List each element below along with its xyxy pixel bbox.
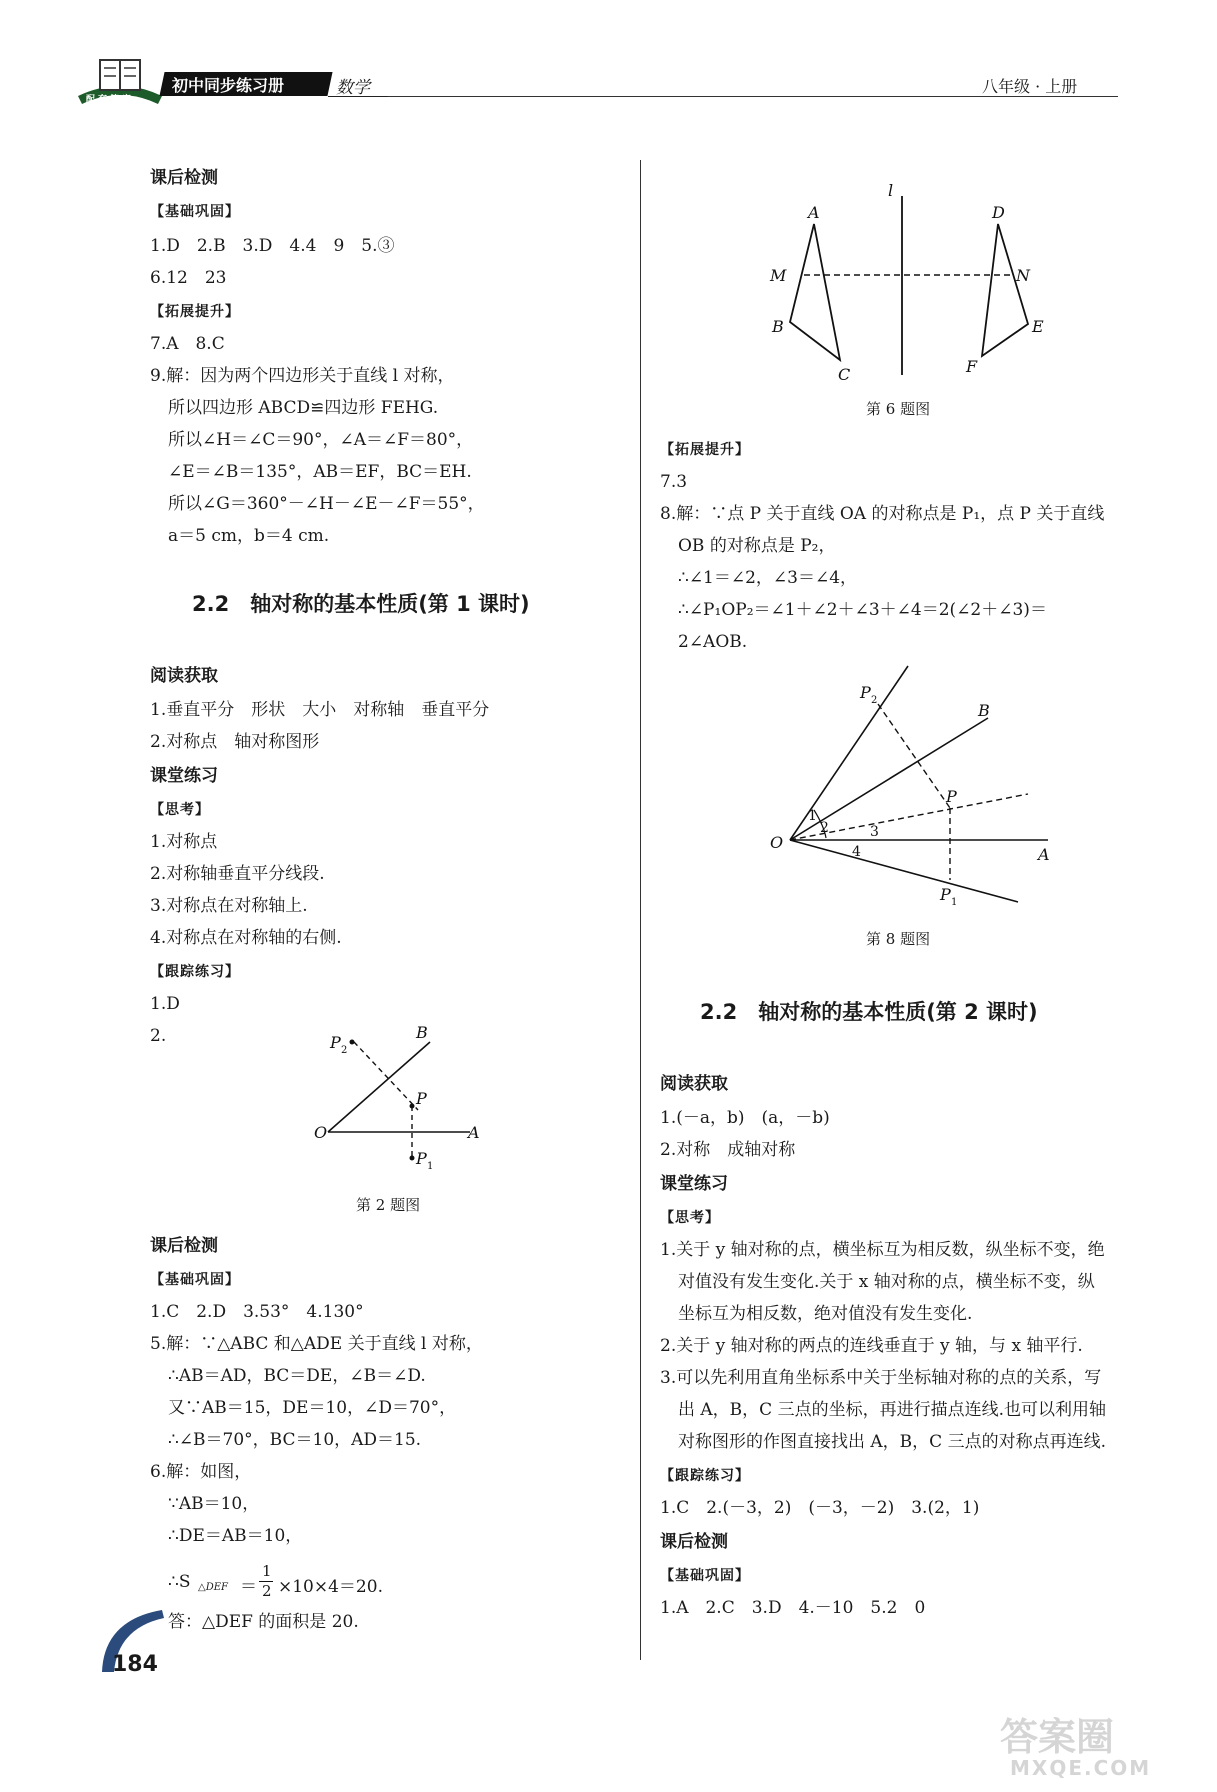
section-head: 课堂练习 [150, 766, 218, 786]
section-tag: 【基础巩固】 [150, 1272, 240, 1288]
answer-line: 对值没有发生变化.关于 x 轴对称的点，横坐标不变，纵 [678, 1272, 1095, 1292]
figure-8-diagram [760, 660, 1080, 920]
answer-line: 2∠AOB. [678, 632, 748, 652]
ray-op1 [790, 840, 1018, 902]
section-tag: 【基础巩固】 [150, 204, 240, 220]
answer-line: 坐标互为相反数，绝对值没有发生变化. [678, 1304, 973, 1324]
section-tag: 【基础巩固】 [660, 1568, 750, 1584]
answer-line: 9.解：因为两个四边形关于直线 l 对称， [150, 366, 455, 386]
answer-line: a＝5 cm，b＝4 cm. [168, 526, 330, 546]
header-rule [328, 96, 388, 97]
answer-line: 出 A，B，C 三点的坐标，再进行描点连线.也可以利用轴 [678, 1400, 1106, 1420]
watermark-url: MXQE.COM [1010, 1756, 1152, 1780]
label-p2-sub: 2 [341, 1045, 348, 1056]
label-p1: P [940, 885, 951, 904]
answer-line: 2. [150, 1026, 167, 1046]
section-tag: 【跟踪练习】 [150, 964, 240, 980]
angle-1: 1 [808, 808, 817, 824]
answer-line: 对称图形的作图直接找出 A，B，C 三点的对称点再连线. [678, 1432, 1106, 1452]
section-head: 课后检测 [660, 1532, 728, 1552]
formula-sub: △DEF [198, 1582, 228, 1593]
answer-line: ∴∠1＝∠2，∠3＝∠4， [678, 568, 858, 588]
figure-6-diagram [760, 180, 1080, 395]
label-o: O [314, 1123, 328, 1142]
answer-line: OB 的对称点是 P₂， [678, 536, 836, 556]
formula-eq: ＝ [240, 1577, 257, 1597]
section-tag: 【拓展提升】 [150, 304, 240, 320]
answer-line: 8.解：∵点 P 关于直线 OA 的对称点是 P₁，点 P 关于直线 [660, 504, 1105, 524]
label-d: D [992, 203, 1005, 222]
formula-num: 1 [262, 1562, 272, 1580]
label-l: l [888, 181, 894, 200]
label-n: N [1016, 266, 1030, 285]
formula-den: 2 [262, 1582, 272, 1600]
section-head: 阅读获取 [660, 1074, 728, 1094]
label-b: B [978, 701, 990, 720]
answer-line: 1.C 2.D 3.53° 4.130° [150, 1302, 364, 1322]
angle-2: 2 [820, 820, 829, 836]
label-b: B [416, 1023, 428, 1042]
answer-line: 2.对称点 轴对称图形 [150, 732, 320, 752]
watermark-main: 答案圈 [1000, 1715, 1115, 1759]
answer-line: 所以四边形 ABCD≌四边形 FEHG. [168, 398, 439, 418]
answer-line: 1.对称点 [150, 832, 218, 852]
answer-line: 7.3 [660, 472, 688, 492]
label-p2: P [330, 1033, 341, 1052]
answer-line: 3.可以先利用直角坐标系中关于坐标轴对称的点的关系，写 [660, 1368, 1102, 1388]
series-title: 初中同步练习册 [172, 76, 285, 95]
answer-line: 2.对称 成轴对称 [660, 1140, 796, 1160]
answer-line: ∴∠P₁OP₂＝∠1＋∠2＋∠3＋∠4＝2(∠2＋∠3)＝ [678, 600, 1047, 620]
label-m: M [770, 266, 787, 285]
section-head: 阅读获取 [150, 666, 218, 686]
formula-pre: ∴S [168, 1572, 191, 1592]
answer-line: 答：△DEF 的面积是 20. [168, 1612, 359, 1632]
label-p: P [946, 787, 957, 806]
answer-line: ∴AB＝AD，BC＝DE，∠B＝∠D. [168, 1366, 426, 1386]
lesson-title: 2.2 轴对称的基本性质(第 1 课时) [192, 592, 530, 616]
answer-line: 1.D [150, 994, 180, 1014]
label-b: B [772, 317, 784, 336]
figure-2-diagram [314, 1020, 500, 1180]
formula-post: ×10×4＝20. [278, 1577, 383, 1597]
page-number: 184 [112, 1652, 158, 1677]
answer-line: ∴DE＝AB＝10， [168, 1526, 303, 1546]
answer-line: 4.对称点在对称轴的右侧. [150, 928, 342, 948]
label-a: A [808, 203, 820, 222]
answer-line: ∴∠B＝70°，BC＝10，AD＝15. [168, 1430, 422, 1450]
section-tag: 【思考】 [660, 1210, 720, 1226]
subject-label: 数学 [336, 78, 370, 98]
answer-line: 2.对称轴垂直平分线段. [150, 864, 325, 884]
angle-4: 4 [852, 844, 861, 860]
triangle-abc [790, 224, 840, 360]
answer-line: 1.D 2.B 3.D 4.4 9 5.③ [150, 236, 395, 256]
answer-line: 1.C 2.(－3，2) (－3，－2) 3.(2，1) [660, 1498, 980, 1518]
answer-line: 1.关于 y 轴对称的点，横坐标互为相反数，纵坐标不变，绝 [660, 1240, 1105, 1260]
answer-line: 6.解：如图， [150, 1462, 252, 1482]
answer-line: 1.A 2.C 3.D 4.－10 5.2 0 [660, 1598, 926, 1618]
label-f: F [966, 357, 978, 376]
answer-line: 所以∠H＝∠C＝90°，∠A＝∠F＝80°， [168, 430, 474, 450]
watermark [990, 1706, 1200, 1786]
section-head: 课堂练习 [660, 1174, 728, 1194]
angle-3: 3 [870, 824, 879, 840]
lesson-title: 2.2 轴对称的基本性质(第 2 课时) [700, 1000, 1038, 1024]
label-p1: P [416, 1149, 427, 1168]
label-p2-sub: 2 [871, 695, 878, 706]
label-p1-sub: 1 [951, 897, 958, 908]
section-head: 课后检测 [150, 168, 218, 188]
triangle-def [982, 224, 1028, 356]
answer-line: 1.(－a，b) (a，－b) [660, 1108, 830, 1128]
header-badge: 配套答案 [86, 95, 135, 105]
grade-label: 八年级 · 上册 [982, 77, 1078, 96]
answer-line: 3.对称点在对称轴上. [150, 896, 308, 916]
label-o: O [770, 833, 784, 852]
answer-line: 1.垂直平分 形状 大小 对称轴 垂直平分 [150, 700, 490, 720]
answer-line: 所以∠G＝360°－∠H－∠E－∠F＝55°， [168, 494, 485, 514]
section-tag: 【拓展提升】 [660, 442, 750, 458]
page-header [70, 56, 1120, 112]
label-p: P [416, 1089, 427, 1108]
section-tag: 【跟踪练习】 [660, 1468, 750, 1484]
answer-line: ∵AB＝10， [168, 1494, 260, 1514]
answer-line: 2.关于 y 轴对称的两点的连线垂直于 y 轴，与 x 轴平行. [660, 1336, 1083, 1356]
section-head: 课后检测 [150, 1236, 218, 1256]
label-e: E [1032, 317, 1044, 336]
figure-6-caption: 第 6 题图 [866, 400, 931, 418]
answer-line: 又∵AB＝15，DE＝10，∠D＝70°， [168, 1398, 457, 1418]
section-tag: 【思考】 [150, 802, 210, 818]
answer-line: ∠E＝∠B＝135°，AB＝EF，BC＝EH. [168, 462, 472, 482]
dash-p-p2 [878, 704, 950, 808]
answer-line: 5.解：∵△ABC 和△ADE 关于直线 l 对称， [150, 1334, 483, 1354]
figure-2-caption: 第 2 题图 [356, 1196, 421, 1214]
answer-line: 7.A 8.C [150, 334, 225, 354]
label-p2: P [860, 683, 871, 702]
label-p1-sub: 1 [427, 1161, 434, 1172]
figure-8-caption: 第 8 题图 [866, 930, 931, 948]
label-a: A [1038, 845, 1050, 864]
label-c: C [838, 365, 851, 384]
label-a: A [468, 1123, 480, 1142]
column-divider [640, 160, 641, 1660]
answer-line: 6.12 23 [150, 268, 227, 288]
